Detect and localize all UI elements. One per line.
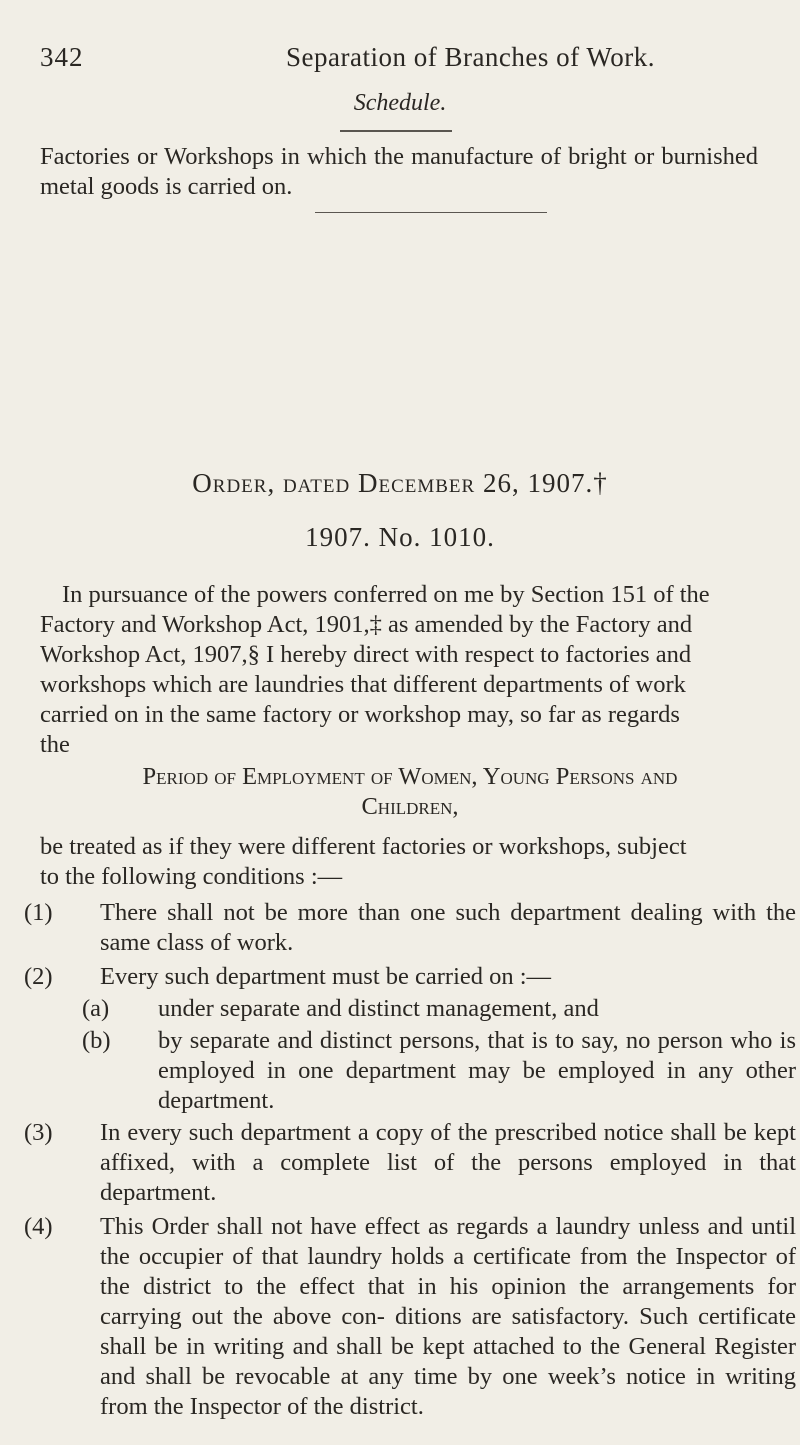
condition-1 [24,898,796,958]
condition-4 [24,1212,796,1422]
order-subheading: 1907. No. 1010. [305,522,495,552]
condition-text: There shall not be more than one such department dealing with the same class of work. [100,899,796,956]
subcondition-letter: (b) [82,1027,111,1054]
period-line-1: Period of Employment of Women, Young Persons and [142,763,678,790]
intro-line-5: carried on in the same factory or workshop may, so far as regards [40,701,680,728]
condition-number: (4) [24,1213,53,1240]
intro-line-4: workshops which are laundries that different departments of work [40,671,686,698]
subcondition-text: under separate and distinct management, and [158,995,599,1022]
running-title: Separation of Branches of Work. [286,42,655,72]
schedule-text: Factories or Workshops in which the manufacture of bright or burnished metal goods is carried on. [40,143,758,200]
short-rule [340,130,452,132]
intro-line-2: Factory and Workshop Act, 1901,‡ as amended by the Factory and [40,611,693,638]
condition-text: This Order shall not have effect as regards a laundry unless and until the occupier of that laundry holds a certificate from the Inspector of the district to the effect that in his opinion the arrangements for carrying out the above con- ditions are satisfactory. Such certificate shall be in writing and shall be kept attached to the General Register and shall be revocable at any time by one week’s notice in writing from the Inspector of the district. [100,1213,796,1420]
subcondition-b [82,1026,796,1116]
period-line-2: Children, [361,793,459,820]
subcondition-a [82,994,796,1024]
condition-3 [24,1118,796,1208]
intro-line-3: Workshop Act, 1907,§ I hereby direct with respect to factories and [40,641,692,668]
condition-number: (1) [24,899,53,926]
page-header [40,42,760,82]
continuation-line-2: to the following conditions :— [40,863,343,890]
page-number: 342 [40,42,84,72]
condition-text: In every such department a copy of the prescribed notice shall be kept affixed, with a complete list of the persons employed in that department. [100,1119,796,1206]
condition-number: (3) [24,1119,53,1146]
condition-text: Every such department must be carried on :— [100,963,552,990]
intro-line-6: the [40,731,70,758]
continuation-line-1: be treated as if they were different factories or workshops, subject [40,833,687,860]
condition-number: (2) [24,963,53,990]
subcondition-text: by separate and distinct persons, that is to say, no person who is employed in one department may be employed in any other department. [158,1027,796,1114]
order-heading: Order, dated December 26, 1907.† [192,468,608,498]
section-rule [315,212,547,213]
intro-line-1: In pursuance of the powers conferred on me by Section 151 of the [62,581,710,608]
subcondition-letter: (a) [82,995,110,1022]
condition-2 [24,962,796,992]
schedule-title: Schedule. [353,90,447,116]
